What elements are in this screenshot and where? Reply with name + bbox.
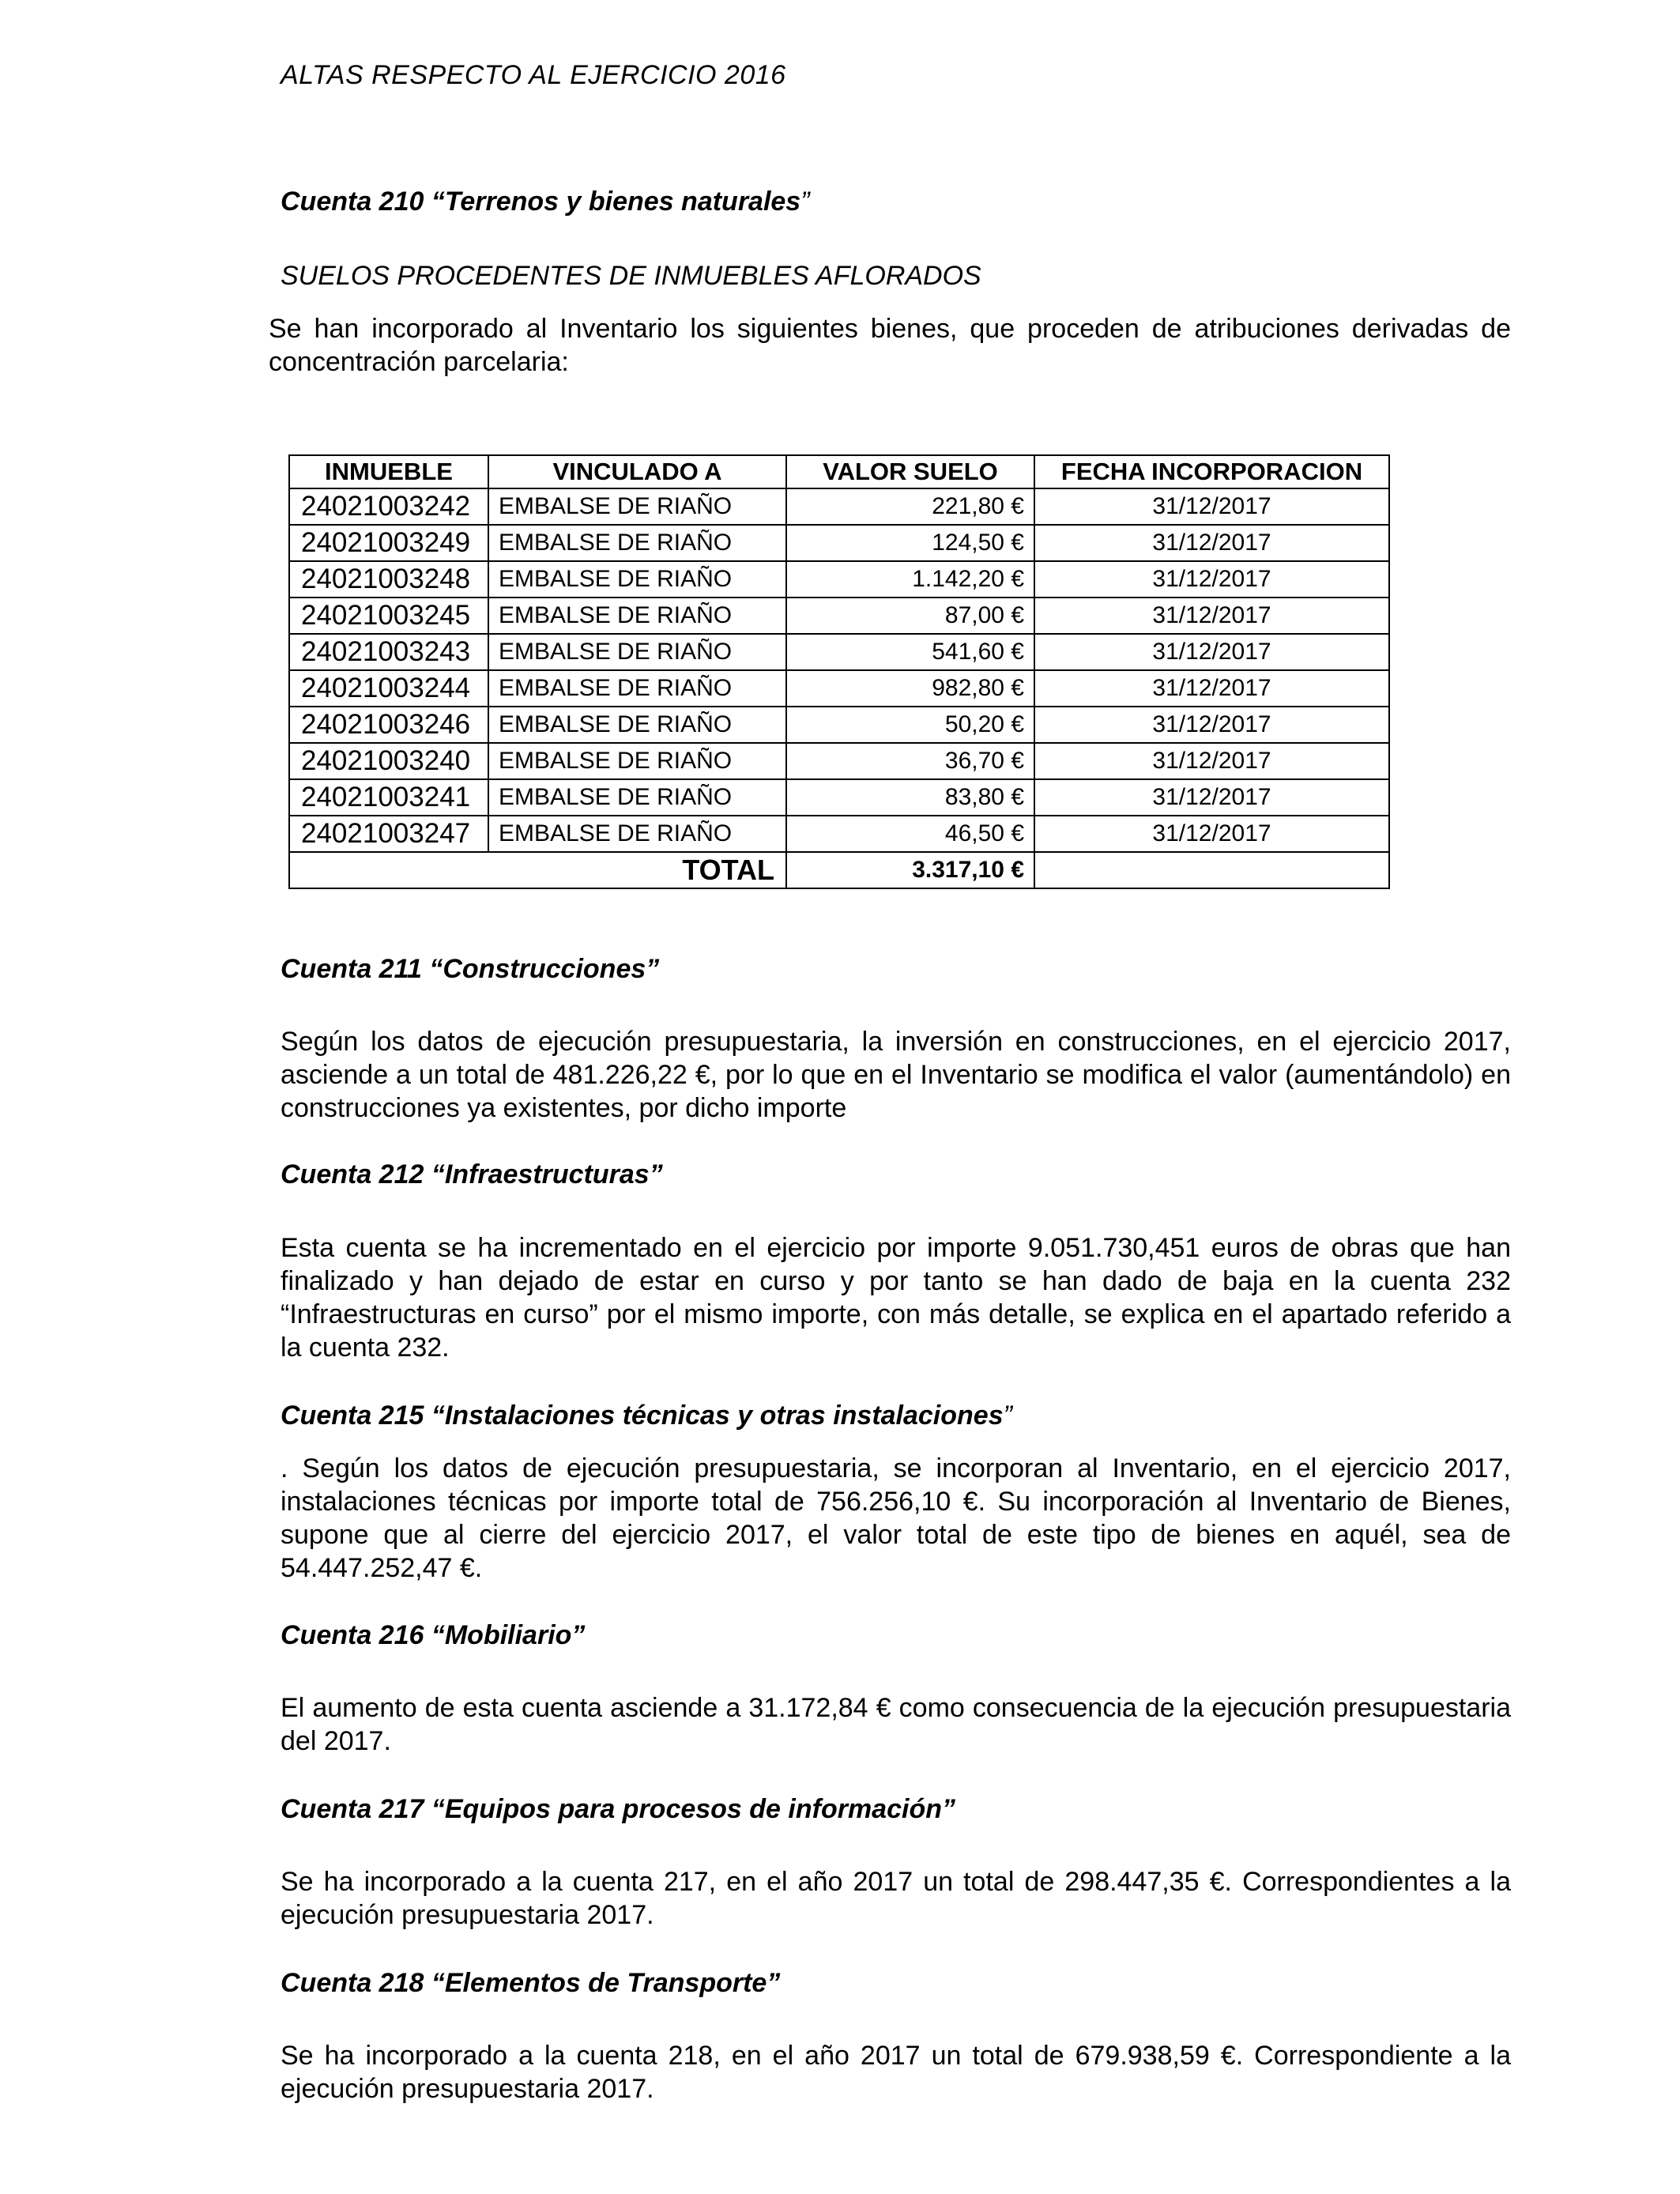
- cell-inmueble: 24021003245: [289, 598, 488, 634]
- section-218-heading: Cuenta 218 “Elementos de Transporte”: [281, 1968, 781, 1998]
- page-header: ALTAS RESPECTO AL EJERCICIO 2016: [281, 60, 786, 90]
- table-row: [289, 670, 1389, 707]
- section-211-text: Según los datos de ejecución presupuestaria, la inversión en construcciones, en el ejercicio 2017, asciende a un total de 481.226,22 €, por lo que en el Inventario se modifica el valor (aumentándolo) en construcciones ya existentes, por dicho importe: [281, 1027, 1511, 1123]
- cell-fecha: 31/12/2017: [1034, 743, 1389, 779]
- table-row: [289, 488, 1389, 525]
- section-218-text: Se ha incorporado a la cuenta 218, en el año 2017 un total de 679.938,59 €. Correspondiente a la ejecución presupuestaria 2017.: [281, 2041, 1511, 2104]
- cell-fecha: 31/12/2017: [1034, 525, 1389, 561]
- cell-vinculado: EMBALSE DE RIAÑO: [488, 816, 786, 852]
- table-row: [289, 816, 1389, 852]
- cell-inmueble: 24021003240: [289, 743, 488, 779]
- cell-valor: 46,50 €: [786, 816, 1034, 852]
- inmuebles-table: [288, 454, 1390, 889]
- cell-vinculado: EMBALSE DE RIAÑO: [488, 598, 786, 634]
- cell-vinculado: EMBALSE DE RIAÑO: [488, 561, 786, 598]
- section-215-heading-text: Cuenta 215 “Instalaciones técnicas y otras instalaciones: [281, 1400, 1004, 1431]
- cell-fecha: 31/12/2017: [1034, 634, 1389, 670]
- cell-fecha: 31/12/2017: [1034, 816, 1389, 852]
- cell-inmueble: 24021003244: [289, 670, 488, 707]
- cell-inmueble: 24021003242: [289, 488, 488, 525]
- cell-inmueble: 24021003248: [289, 561, 488, 598]
- cell-fecha: 31/12/2017: [1034, 779, 1389, 816]
- table-row: [289, 779, 1389, 816]
- cell-valor: 83,80 €: [786, 779, 1034, 816]
- cell-vinculado: EMBALSE DE RIAÑO: [488, 743, 786, 779]
- cell-valor: 50,20 €: [786, 707, 1034, 743]
- cell-fecha: 31/12/2017: [1034, 488, 1389, 525]
- cell-valor: 124,50 €: [786, 525, 1034, 561]
- section-217-heading: Cuenta 217 “Equipos para procesos de información”: [281, 1794, 955, 1824]
- cell-vinculado: EMBALSE DE RIAÑO: [488, 525, 786, 561]
- table-row: [289, 634, 1389, 670]
- table-total-row: [289, 852, 1389, 888]
- cell-vinculado: EMBALSE DE RIAÑO: [488, 670, 786, 707]
- table-row: [289, 743, 1389, 779]
- cell-valor: 1.142,20 €: [786, 561, 1034, 598]
- table-body: [289, 488, 1389, 888]
- cell-vinculado: EMBALSE DE RIAÑO: [488, 707, 786, 743]
- table-header-row: [289, 455, 1389, 488]
- section-210-heading-quote: ”: [800, 187, 810, 217]
- header-vinculado: VINCULADO A: [488, 455, 786, 488]
- cell-valor: 982,80 €: [786, 670, 1034, 707]
- section-215-heading-quote: ”: [1003, 1400, 1012, 1431]
- cell-inmueble: 24021003246: [289, 707, 488, 743]
- cell-valor: 36,70 €: [786, 743, 1034, 779]
- section-212-heading: Cuenta 212 “Infraestructuras”: [281, 1159, 663, 1189]
- section-210-heading: [281, 187, 810, 217]
- section-211-heading: Cuenta 211 “Construcciones”: [281, 954, 660, 984]
- section-210-intro: Se han incorporado al Inventario los siguientes bienes, que proceden de atribuciones derivadas de concentración parcelaria:: [269, 314, 1511, 377]
- header-fecha-incorporacion: FECHA INCORPORACION: [1034, 455, 1389, 488]
- total-value: 3.317,10 €: [786, 852, 1034, 888]
- cell-valor: 541,60 €: [786, 634, 1034, 670]
- section-215-heading: [281, 1400, 1012, 1431]
- table-row: [289, 525, 1389, 561]
- table-row: [289, 707, 1389, 743]
- table-row: [289, 598, 1389, 634]
- section-216-heading: Cuenta 216 “Mobiliario”: [281, 1620, 586, 1650]
- header-inmueble: INMUEBLE: [289, 455, 488, 488]
- cell-inmueble: 24021003243: [289, 634, 488, 670]
- section-215-text: . Según los datos de ejecución presupuestaria, se incorporan al Inventario, en el ejercicio 2017, instalaciones técnicas por importe total de 756.256,10 €. Su incorporación al Inventario de Bienes, supone que al cierre del ejercicio 2017, el valor total de este tipo de bienes en aquél, sea de 54.447.252,47 €.: [281, 1453, 1511, 1583]
- cell-inmueble: 24021003247: [289, 816, 488, 852]
- section-216-text: El aumento de esta cuenta asciende a 31.172,84 € como consecuencia de la ejecución presupuestaria del 2017.: [281, 1693, 1511, 1756]
- table-row: [289, 561, 1389, 598]
- total-label: TOTAL: [289, 852, 786, 888]
- cell-valor: 221,80 €: [786, 488, 1034, 525]
- cell-inmueble: 24021003241: [289, 779, 488, 816]
- section-217-text: Se ha incorporado a la cuenta 217, en el año 2017 un total de 298.447,35 €. Correspondientes a la ejecución presupuestaria 2017.: [281, 1867, 1511, 1930]
- cell-vinculado: EMBALSE DE RIAÑO: [488, 488, 786, 525]
- section-212-text: Esta cuenta se ha incrementado en el ejercicio por importe 9.051.730,451 euros de obras que han finalizado y han dejado de estar en curso y por tanto se han dado de baja en la cuenta 232 “Infraestructuras en curso” por el mismo importe, con más detalle, se explica en el apartado referido a la cuenta 232.: [281, 1233, 1511, 1363]
- cell-valor: 87,00 €: [786, 598, 1034, 634]
- cell-fecha: 31/12/2017: [1034, 598, 1389, 634]
- section-210-subheading: SUELOS PROCEDENTES DE INMUEBLES AFLORADOS: [281, 261, 981, 291]
- cell-fecha: 31/12/2017: [1034, 707, 1389, 743]
- cell-vinculado: EMBALSE DE RIAÑO: [488, 779, 786, 816]
- section-210-heading-text: Cuenta 210 “Terrenos y bienes naturales: [281, 187, 801, 217]
- cell-fecha: 31/12/2017: [1034, 561, 1389, 598]
- header-valor-suelo: VALOR SUELO: [786, 455, 1034, 488]
- cell-inmueble: 24021003249: [289, 525, 488, 561]
- cell-vinculado: EMBALSE DE RIAÑO: [488, 634, 786, 670]
- total-empty-cell: [1034, 852, 1389, 888]
- cell-fecha: 31/12/2017: [1034, 670, 1389, 707]
